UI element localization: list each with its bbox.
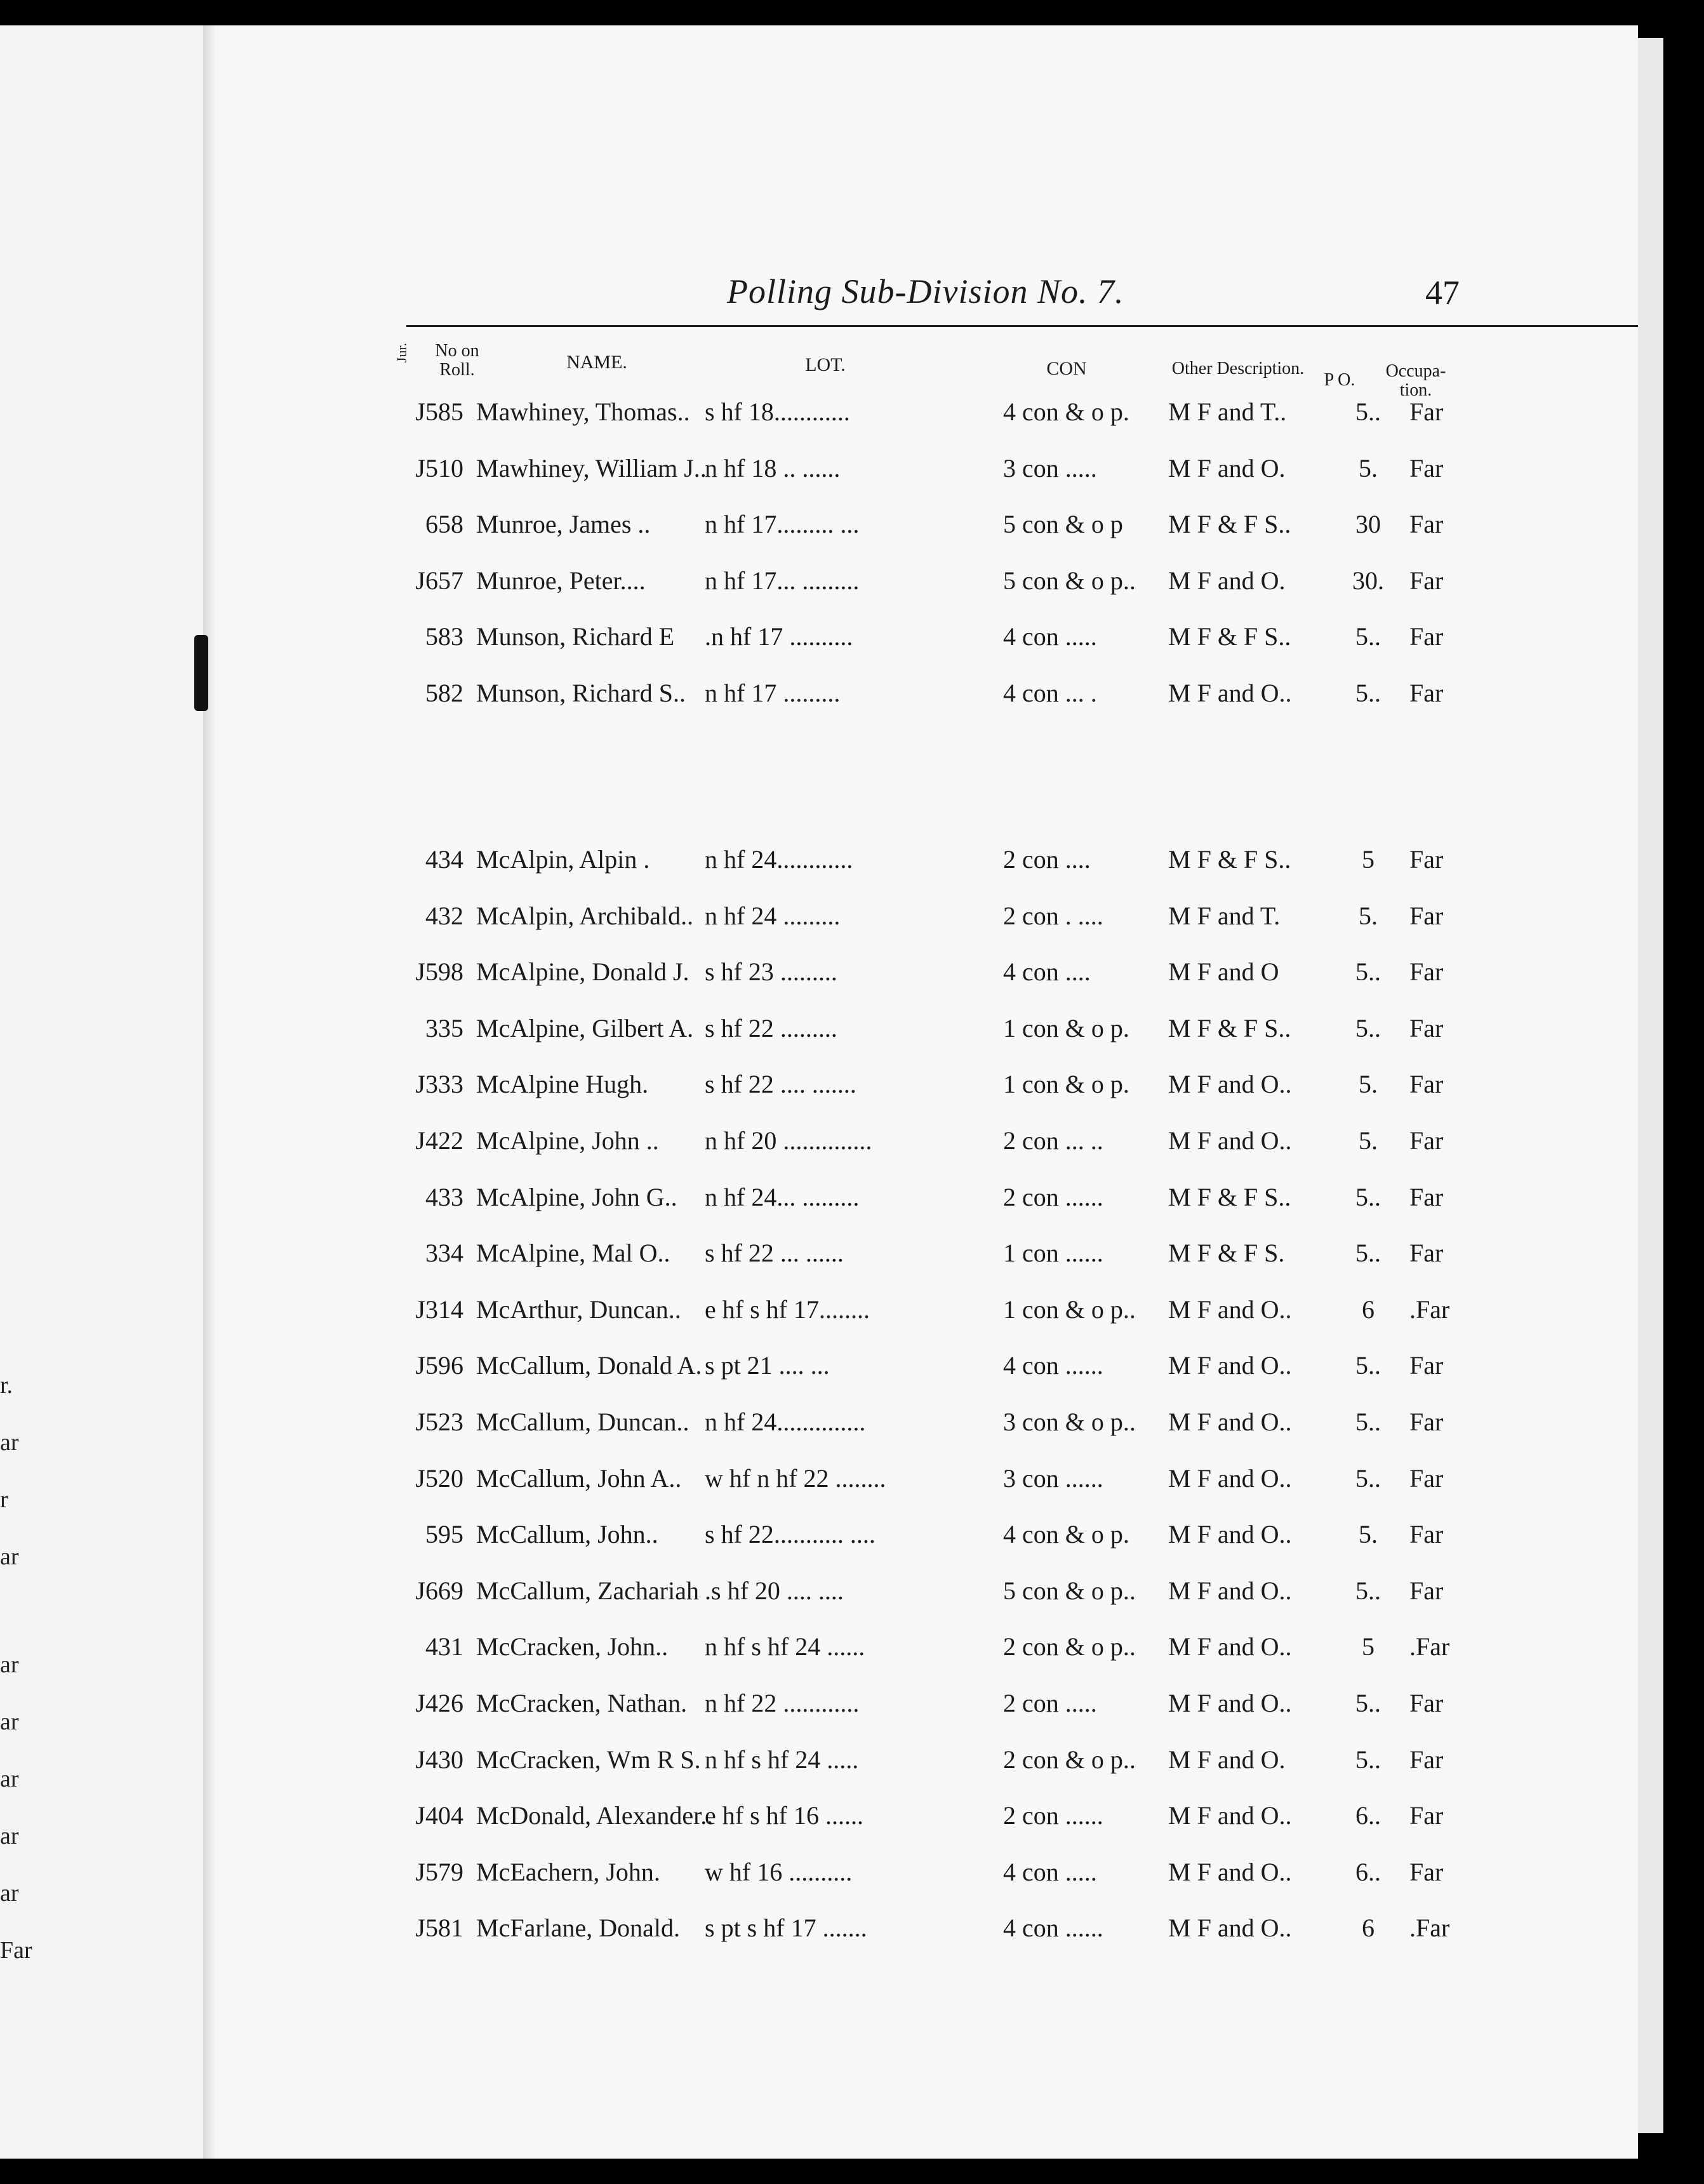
book-spine bbox=[203, 25, 216, 2159]
post-office: 5.. bbox=[1355, 1183, 1381, 1211]
roll-number: J579 bbox=[415, 1858, 463, 1886]
lot: .n hf 17 .......... bbox=[705, 622, 853, 651]
roll-number: J523 bbox=[415, 1408, 463, 1436]
voter-row bbox=[216, 622, 1638, 672]
voter-name: McCallum, John A.. bbox=[476, 1464, 682, 1493]
roll-number: 583 bbox=[425, 622, 463, 651]
lot: n hf s hf 24 ...... bbox=[705, 1632, 865, 1661]
voter-row bbox=[216, 1632, 1638, 1682]
occupation: Far bbox=[1409, 1183, 1444, 1211]
other-description: M F & F S.. bbox=[1168, 1183, 1291, 1211]
concession: 2 con & o p.. bbox=[1003, 1632, 1136, 1661]
occupation: Far bbox=[1409, 1014, 1444, 1042]
other-description: M F & F S.. bbox=[1168, 845, 1291, 874]
lot: s pt s hf 17 ....... bbox=[705, 1914, 867, 1942]
lot: n hf 17 ......... bbox=[705, 679, 841, 707]
left-fragment: Far bbox=[0, 1937, 32, 1964]
other-description: M F and O.. bbox=[1168, 1464, 1292, 1493]
lot: n hf 24 ......... bbox=[705, 902, 841, 930]
concession: 4 con & o p. bbox=[1003, 397, 1129, 426]
roll-number: 658 bbox=[425, 510, 463, 538]
voter-name: Munroe, Peter.... bbox=[476, 566, 646, 595]
lot: s pt 21 .... ... bbox=[705, 1351, 830, 1380]
occupation: Far bbox=[1409, 1745, 1444, 1774]
post-office: 5.. bbox=[1355, 397, 1381, 426]
other-description: M F and O.. bbox=[1168, 1126, 1292, 1155]
occupation: Far bbox=[1409, 845, 1444, 874]
concession: 4 con ..... bbox=[1003, 622, 1097, 651]
lot: .s hf 20 .... .... bbox=[705, 1576, 844, 1605]
post-office: 30 bbox=[1355, 510, 1381, 538]
voter-row bbox=[216, 957, 1638, 1008]
lot: n hf 17......... ... bbox=[705, 510, 860, 538]
concession: 4 con ..... bbox=[1003, 1858, 1097, 1886]
occupation: .Far bbox=[1409, 1632, 1450, 1661]
left-fragment: r bbox=[0, 1486, 8, 1513]
voter-name: McDonald, Alexander.. bbox=[476, 1801, 714, 1830]
roll-number: J598 bbox=[415, 957, 463, 986]
other-description: M F and T.. bbox=[1168, 397, 1287, 426]
other-description: M F and O.. bbox=[1168, 1914, 1292, 1942]
other-description: M F & F S. bbox=[1168, 1239, 1285, 1267]
other-description: M F and O.. bbox=[1168, 1408, 1292, 1436]
column-headers bbox=[216, 336, 1638, 406]
voter-name: McAlpine, Mal O.. bbox=[476, 1239, 670, 1267]
voter-row bbox=[216, 1857, 1638, 1908]
post-office: 5.. bbox=[1355, 679, 1381, 707]
voter-row bbox=[216, 453, 1638, 504]
occupation: Far bbox=[1409, 1858, 1444, 1886]
voter-row bbox=[216, 1126, 1638, 1176]
concession: 2 con ..... bbox=[1003, 1689, 1097, 1717]
voter-name: McAlpine, John .. bbox=[476, 1126, 659, 1155]
other-description: M F and O.. bbox=[1168, 1858, 1292, 1886]
voter-name: McEachern, John. bbox=[476, 1858, 660, 1886]
left-fragment: ar bbox=[0, 1766, 19, 1792]
post-office: 5. bbox=[1359, 454, 1378, 483]
voter-row bbox=[216, 1295, 1638, 1345]
roll-number: J333 bbox=[415, 1070, 463, 1098]
concession: 4 con ...... bbox=[1003, 1351, 1103, 1380]
roll-number: J510 bbox=[415, 454, 463, 483]
voter-row bbox=[216, 1013, 1638, 1064]
post-office: 5.. bbox=[1355, 1239, 1381, 1267]
occupation: .Far bbox=[1409, 1914, 1450, 1942]
left-fragment: ar bbox=[0, 1880, 19, 1907]
other-description: M F and O bbox=[1168, 957, 1279, 986]
post-office: 5.. bbox=[1355, 1014, 1381, 1042]
post-office: 5. bbox=[1359, 1520, 1378, 1548]
voter-name: McAlpine Hugh. bbox=[476, 1070, 649, 1098]
voter-row bbox=[216, 1182, 1638, 1233]
voter-row bbox=[216, 1407, 1638, 1458]
voter-row bbox=[216, 844, 1638, 895]
roll-number: J314 bbox=[415, 1295, 463, 1324]
voter-name: Munson, Richard S.. bbox=[476, 679, 686, 707]
roll-number: 432 bbox=[425, 902, 463, 930]
post-office: 6.. bbox=[1355, 1801, 1381, 1830]
occupation: Far bbox=[1409, 1520, 1444, 1548]
col-other-description: Other Description. bbox=[1171, 359, 1305, 378]
voter-name: McFarlane, Donald. bbox=[476, 1914, 681, 1942]
post-office: 5 bbox=[1362, 1632, 1375, 1661]
lot: e hf s hf 17........ bbox=[705, 1295, 870, 1324]
occupation: Far bbox=[1409, 1801, 1444, 1830]
concession: 1 con & o p. bbox=[1003, 1070, 1129, 1098]
lot: s hf 22........... .... bbox=[705, 1520, 875, 1548]
post-office: 5.. bbox=[1355, 957, 1381, 986]
voter-row bbox=[216, 566, 1638, 616]
concession: 1 con & o p.. bbox=[1003, 1295, 1136, 1324]
voter-name: McAlpine, Donald J. bbox=[476, 957, 689, 986]
post-office: 5. bbox=[1359, 1126, 1378, 1155]
lot: s hf 23 ......... bbox=[705, 957, 837, 986]
lot: n hf 17... ......... bbox=[705, 566, 860, 595]
other-description: M F and T. bbox=[1168, 902, 1281, 930]
concession: 1 con ...... bbox=[1003, 1239, 1103, 1267]
occupation: Far bbox=[1409, 1689, 1444, 1717]
other-description: M F & F S.. bbox=[1168, 1014, 1291, 1042]
voter-name: Munson, Richard E bbox=[476, 622, 675, 651]
occupation: Far bbox=[1409, 397, 1444, 426]
other-description: M F & F S.. bbox=[1168, 622, 1291, 651]
col-con: CON bbox=[1046, 358, 1087, 379]
post-office: 5.. bbox=[1355, 1408, 1381, 1436]
concession: 4 con ... . bbox=[1003, 679, 1097, 707]
other-description: M F and O.. bbox=[1168, 1351, 1292, 1380]
binding-mark bbox=[194, 635, 208, 711]
post-office: 6 bbox=[1362, 1914, 1375, 1942]
voter-name: McCracken, John.. bbox=[476, 1632, 669, 1661]
other-description: M F and O.. bbox=[1168, 1632, 1292, 1661]
voter-row bbox=[216, 509, 1638, 560]
concession: 2 con ...... bbox=[1003, 1801, 1103, 1830]
concession: 3 con ..... bbox=[1003, 454, 1097, 483]
voter-row bbox=[216, 1350, 1638, 1401]
lot: s hf 22 ......... bbox=[705, 1014, 837, 1042]
other-description: M F and O. bbox=[1168, 1745, 1286, 1774]
occupation: Far bbox=[1409, 1576, 1444, 1605]
occupation: Far bbox=[1409, 957, 1444, 986]
left-fragment: r. bbox=[0, 1372, 13, 1399]
roll-number: 334 bbox=[425, 1239, 463, 1267]
post-office: 6.. bbox=[1355, 1858, 1381, 1886]
voter-name: McCallum, Zachariah bbox=[476, 1576, 699, 1605]
voter-name: Munroe, James .. bbox=[476, 510, 651, 538]
roll-number: J426 bbox=[415, 1689, 463, 1717]
lot: n hf 24... ......... bbox=[705, 1183, 860, 1211]
other-description: M F and O.. bbox=[1168, 1576, 1292, 1605]
col-occupation: Occupa-tion. bbox=[1385, 361, 1446, 400]
concession: 2 con . .... bbox=[1003, 902, 1103, 930]
concession: 3 con ...... bbox=[1003, 1464, 1103, 1493]
occupation: Far bbox=[1409, 902, 1444, 930]
occupation: Far bbox=[1409, 1351, 1444, 1380]
lot: s hf 22 .... ....... bbox=[705, 1070, 856, 1098]
other-description: M F and O. bbox=[1168, 454, 1286, 483]
left-fragment: ar bbox=[0, 1708, 19, 1735]
col-name: NAME. bbox=[566, 352, 627, 373]
post-office: 5.. bbox=[1355, 1464, 1381, 1493]
concession: 2 con & o p.. bbox=[1003, 1745, 1136, 1774]
lot: n hf 18 .. ...... bbox=[705, 454, 841, 483]
roll-number: J596 bbox=[415, 1351, 463, 1380]
header-rule bbox=[406, 325, 1638, 327]
col-no-on-roll: No on Roll. bbox=[435, 341, 479, 380]
concession: 5 con & o p.. bbox=[1003, 1576, 1136, 1605]
roll-number: J430 bbox=[415, 1745, 463, 1774]
voter-row bbox=[216, 1519, 1638, 1570]
other-description: M F and O.. bbox=[1168, 1520, 1292, 1548]
voter-row bbox=[216, 1069, 1638, 1120]
roll-number: J404 bbox=[415, 1801, 463, 1830]
voter-row bbox=[216, 1688, 1638, 1739]
voter-name: McAlpin, Alpin . bbox=[476, 845, 650, 874]
occupation: .Far bbox=[1409, 1295, 1450, 1324]
post-office: 5.. bbox=[1355, 1576, 1381, 1605]
post-office: 5 bbox=[1362, 845, 1375, 874]
page-edge bbox=[1638, 38, 1663, 2133]
post-office: 5.. bbox=[1355, 622, 1381, 651]
roll-number: 433 bbox=[425, 1183, 463, 1211]
concession: 2 con .... bbox=[1003, 845, 1091, 874]
voter-row bbox=[216, 1238, 1638, 1289]
facing-page-fragment bbox=[0, 25, 203, 2159]
lot: w hf 16 .......... bbox=[705, 1858, 853, 1886]
lot: s hf 22 ... ...... bbox=[705, 1239, 844, 1267]
occupation: Far bbox=[1409, 679, 1444, 707]
roll-number: J669 bbox=[415, 1576, 463, 1605]
concession: 2 con ...... bbox=[1003, 1183, 1103, 1211]
post-office: 5.. bbox=[1355, 1689, 1381, 1717]
lot: s hf 18............ bbox=[705, 397, 850, 426]
post-office: 5. bbox=[1359, 1070, 1378, 1098]
lot: e hf s hf 16 ...... bbox=[705, 1801, 863, 1830]
post-office: 30. bbox=[1352, 566, 1384, 595]
roll-number: J585 bbox=[415, 397, 463, 426]
voter-name: McArthur, Duncan.. bbox=[476, 1295, 681, 1324]
concession: 1 con & o p. bbox=[1003, 1014, 1129, 1042]
lot: n hf 20 .............. bbox=[705, 1126, 872, 1155]
concession: 3 con & o p.. bbox=[1003, 1408, 1136, 1436]
voter-name: McCallum, John.. bbox=[476, 1520, 658, 1548]
concession: 4 con .... bbox=[1003, 957, 1091, 986]
roll-number: J422 bbox=[415, 1126, 463, 1155]
post-office: 5. bbox=[1359, 902, 1378, 930]
voters-list-page bbox=[216, 25, 1638, 2159]
voter-name: McCallum, Duncan.. bbox=[476, 1408, 689, 1436]
other-description: M F and O.. bbox=[1168, 1295, 1292, 1324]
voter-name: McCallum, Donald A. bbox=[476, 1351, 702, 1380]
voter-row bbox=[216, 397, 1638, 448]
concession: 5 con & o p.. bbox=[1003, 566, 1136, 595]
page-number: 47 bbox=[1425, 274, 1460, 312]
voter-name: Mawhiney, William J.. bbox=[476, 454, 707, 483]
voter-row bbox=[216, 1463, 1638, 1514]
other-description: M F and O.. bbox=[1168, 1070, 1292, 1098]
roll-number: 595 bbox=[425, 1520, 463, 1548]
concession: 4 con & o p. bbox=[1003, 1520, 1129, 1548]
lot: n hf 24.............. bbox=[705, 1408, 866, 1436]
lot: n hf 22 ............ bbox=[705, 1689, 860, 1717]
other-description: M F and O.. bbox=[1168, 1689, 1292, 1717]
voter-row bbox=[216, 1745, 1638, 1795]
concession: 4 con ...... bbox=[1003, 1914, 1103, 1942]
post-office: 6 bbox=[1362, 1295, 1375, 1324]
roll-number: 431 bbox=[425, 1632, 463, 1661]
voter-name: McAlpine, John G.. bbox=[476, 1183, 677, 1211]
occupation: Far bbox=[1409, 510, 1444, 538]
voter-name: Mawhiney, Thomas.. bbox=[476, 397, 690, 426]
roll-number: J520 bbox=[415, 1464, 463, 1493]
left-fragment: ar bbox=[0, 1429, 19, 1456]
roll-number: 335 bbox=[425, 1014, 463, 1042]
page-header bbox=[216, 272, 1638, 316]
col-po: P O. bbox=[1324, 370, 1355, 390]
voter-row bbox=[216, 1801, 1638, 1851]
lot: n hf 24............ bbox=[705, 845, 853, 874]
other-description: M F and O.. bbox=[1168, 1801, 1292, 1830]
voter-row bbox=[216, 901, 1638, 952]
running-title: Polling Sub-Division No. 7. bbox=[727, 272, 1124, 310]
voter-row bbox=[216, 1913, 1638, 1964]
left-fragment: ar bbox=[0, 1651, 19, 1678]
roll-number: 434 bbox=[425, 845, 463, 874]
roll-number: 582 bbox=[425, 679, 463, 707]
left-fragment: ar bbox=[0, 1823, 19, 1849]
occupation: Far bbox=[1409, 622, 1444, 651]
other-description: M F and O.. bbox=[1168, 679, 1292, 707]
other-description: M F and O. bbox=[1168, 566, 1286, 595]
col-lot: LOT. bbox=[805, 354, 846, 375]
concession: 2 con ... .. bbox=[1003, 1126, 1103, 1155]
occupation: Far bbox=[1409, 1239, 1444, 1267]
voter-name: McAlpin, Archibald.. bbox=[476, 902, 694, 930]
lot: n hf s hf 24 ..... bbox=[705, 1745, 859, 1774]
occupation: Far bbox=[1409, 1408, 1444, 1436]
other-description: M F & F S.. bbox=[1168, 510, 1291, 538]
occupation: Far bbox=[1409, 1070, 1444, 1098]
voter-name: McCracken, Wm R S. bbox=[476, 1745, 701, 1774]
voter-name: McCracken, Nathan. bbox=[476, 1689, 688, 1717]
occupation: Far bbox=[1409, 1126, 1444, 1155]
post-office: 5.. bbox=[1355, 1745, 1381, 1774]
roll-number: J657 bbox=[415, 566, 463, 595]
voter-row bbox=[216, 1576, 1638, 1627]
left-fragment: ar bbox=[0, 1543, 19, 1570]
occupation: Far bbox=[1409, 454, 1444, 483]
lot: w hf n hf 22 ........ bbox=[705, 1464, 886, 1493]
occupation: Far bbox=[1409, 1464, 1444, 1493]
post-office: 5.. bbox=[1355, 1351, 1381, 1380]
voter-row bbox=[216, 678, 1638, 729]
occupation: Far bbox=[1409, 566, 1444, 595]
concession: 5 con & o p bbox=[1003, 510, 1123, 538]
roll-number: J581 bbox=[415, 1914, 463, 1942]
col-jur: Jur. bbox=[394, 343, 409, 363]
voter-name: McAlpine, Gilbert A. bbox=[476, 1014, 694, 1042]
